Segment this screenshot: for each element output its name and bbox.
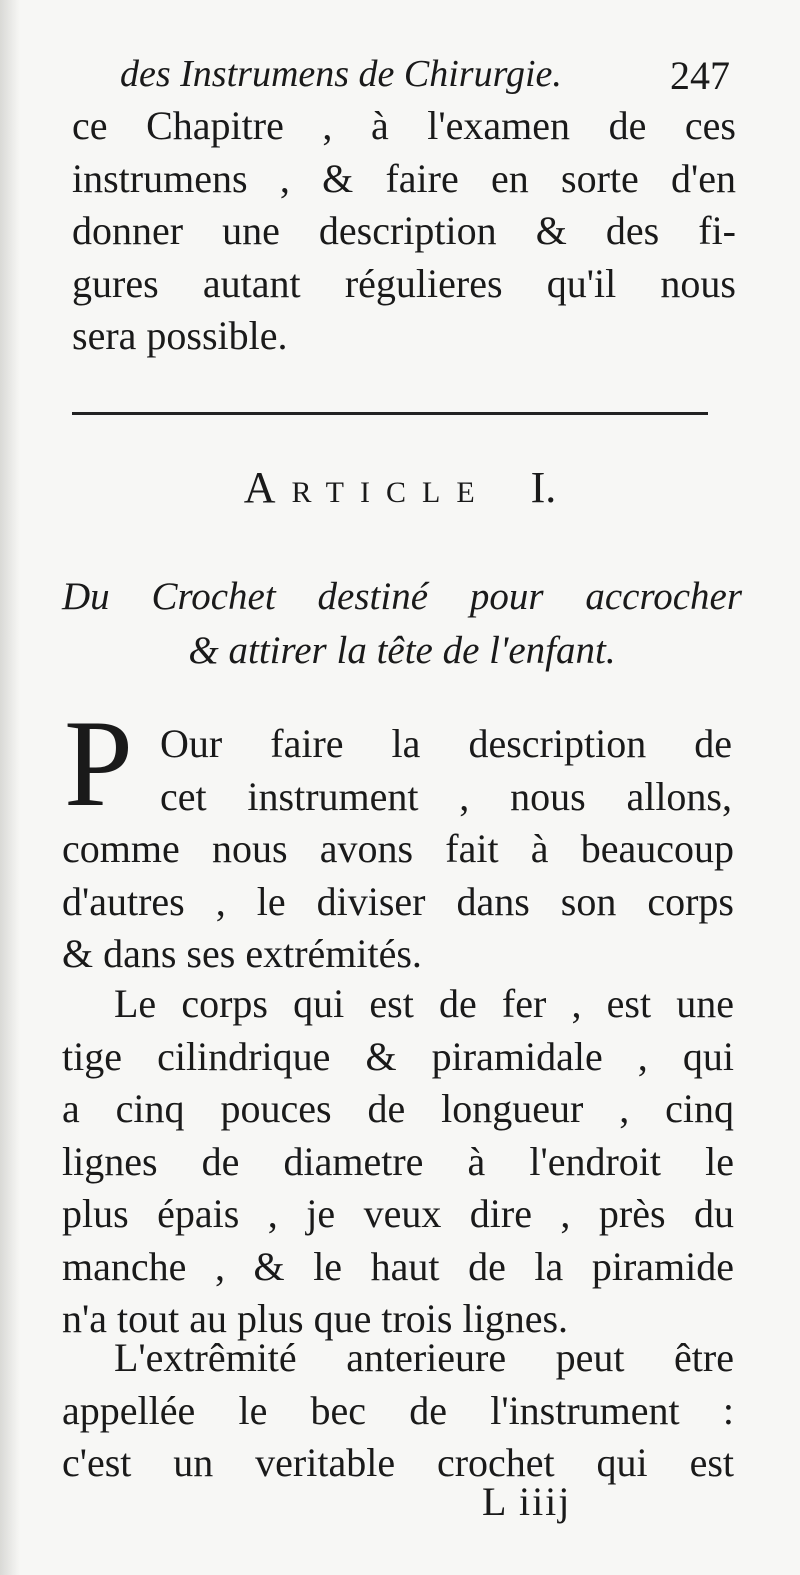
- text-line: d'autres , le diviser dans son corps: [62, 878, 734, 924]
- drop-cap: P: [64, 695, 133, 832]
- first-paragraph-indented: [160, 718, 732, 823]
- text-line: L'extrêmité anterieure peut être: [114, 1335, 734, 1380]
- subtitle-line: & attirer la tête de l'enfant.: [188, 629, 616, 672]
- text-line: & dans ses extrémités.: [62, 931, 422, 976]
- first-paragraph-continued: [62, 823, 734, 981]
- article-heading-initial: A: [243, 463, 292, 512]
- text-line: tige cilindrique & piramidale , qui: [62, 1033, 734, 1079]
- page-number: 247: [670, 53, 730, 98]
- text-line: cet instrument , nous allons,: [160, 773, 732, 819]
- running-head: [120, 52, 730, 102]
- section-divider: [72, 412, 708, 415]
- text-line: c'est un veritable crochet qui est: [62, 1440, 734, 1485]
- text-line: lignes de diametre à l'endroit le: [62, 1138, 734, 1184]
- article-subtitle: [62, 570, 742, 678]
- signature-mark: L iiij: [482, 1479, 572, 1524]
- article-heading-word: RTICLE: [291, 476, 491, 509]
- text-line: manche , & le haut de la piramide: [62, 1243, 734, 1289]
- text-line: sera possible.: [72, 313, 288, 358]
- second-paragraph: [62, 978, 734, 1346]
- running-title: des Instrumens de Chirurgie.: [120, 53, 562, 95]
- text-line: a cinq pouces de longueur , cinq: [62, 1086, 734, 1131]
- text-line: n'a tout au plus que trois lignes.: [62, 1296, 569, 1341]
- text-line: Le corps qui est de fer , est une: [114, 981, 734, 1026]
- subtitle-line: Du Crochet destiné pour accrocher: [62, 575, 742, 618]
- text-line: appellée le bec de l'instrument :: [62, 1387, 734, 1433]
- text-line: Our faire la description de: [160, 721, 732, 766]
- intro-paragraph: [72, 100, 736, 363]
- text-line: ce Chapitre , à l'examen de ces: [72, 103, 736, 148]
- article-heading: [0, 462, 800, 513]
- third-paragraph: [62, 1332, 734, 1490]
- text-line: donner une description & des fi-: [72, 208, 736, 253]
- text-line: instrumens , & faire en sorte d'en: [72, 155, 736, 201]
- text-line: gures autant régulieres qu'il nous: [72, 260, 736, 306]
- article-number: I.: [530, 463, 557, 512]
- text-line: plus épais , je veux dire , près du: [62, 1191, 734, 1236]
- text-line: comme nous avons fait à beaucoup: [62, 826, 734, 871]
